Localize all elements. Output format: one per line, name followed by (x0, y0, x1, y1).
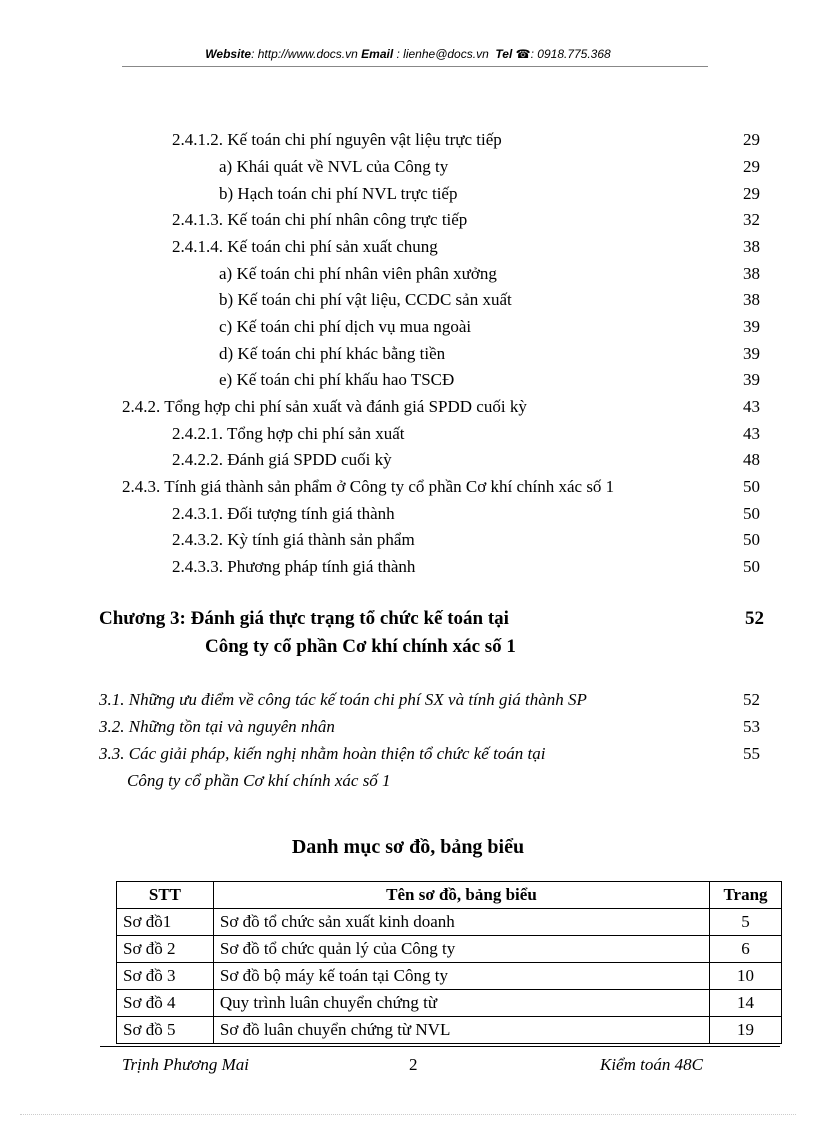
table-header-row (117, 882, 782, 909)
tel-label: Tel (495, 47, 513, 61)
toc-label: 2.4.1.4. Kế toán chi phí sản xuất chung (172, 237, 438, 256)
toc-row (0, 234, 816, 260)
cell-name: Quy trình luân chuyển chứng từ (213, 990, 709, 1017)
toc-page: 50 (743, 557, 760, 576)
cell-page: 6 (710, 936, 782, 963)
cell-name: Sơ đồ tổ chức quản lý của Công ty (213, 936, 709, 963)
section-page: 52 (743, 690, 760, 709)
cell-stt: Sơ đồ1 (117, 909, 214, 936)
chapter-3-subtitle: Công ty cổ phần Cơ khí chính xác số 1 (205, 636, 516, 657)
cell-stt: Sơ đồ 4 (117, 990, 214, 1017)
toc-row (0, 287, 816, 313)
chapter-3-title: Chương 3: Đánh giá thực trạng tổ chức kế toán tại (99, 608, 509, 629)
email-label: Email (361, 47, 394, 61)
toc-page: 38 (743, 237, 760, 256)
footer-page-number: 2 (409, 1055, 418, 1074)
table-row (117, 990, 782, 1017)
toc-row (0, 554, 816, 580)
toc-label: b) Kế toán chi phí vật liệu, CCDC sản xuất (219, 290, 512, 309)
cell-page: 19 (710, 1017, 782, 1044)
toc-row (0, 527, 816, 553)
toc-label: c) Kế toán chi phí dịch vụ mua ngoài (219, 317, 472, 336)
toc-row (0, 367, 816, 393)
toc-row (0, 394, 816, 420)
website-label: Website (205, 47, 252, 61)
email-value: : lienhe@docs.vn (393, 47, 489, 61)
toc-label: a) Khái quát về NVL của Công ty (219, 157, 449, 176)
chapter-3-page: 52 (745, 608, 764, 629)
toc-label: 2.4.2.1. Tổng hợp chi phí sản xuất (172, 424, 405, 443)
toc-label: d) Kế toán chi phí khác bằng tiền (219, 344, 446, 363)
toc-row (0, 181, 816, 207)
section-label: 3.1. Những ưu điểm về công tác kế toán chi phí SX và tính giá thành SP (99, 690, 587, 709)
toc-row (0, 314, 816, 340)
col-header-name: Tên sơ đồ, bảng biểu (213, 882, 709, 909)
list-title: Danh mục sơ đồ, bảng biểu (291, 836, 525, 858)
table-row (117, 963, 782, 990)
cell-page: 5 (710, 909, 782, 936)
toc-row (0, 421, 816, 447)
toc-row (0, 261, 816, 287)
cell-name: Sơ đồ tổ chức sản xuất kinh doanh (213, 909, 709, 936)
col-header-stt: STT (117, 882, 214, 909)
cell-page: 14 (710, 990, 782, 1017)
diagram-table (116, 881, 782, 1044)
tel-value: : 0918.775.368 (530, 47, 611, 61)
footer-class: Kiểm toán 48C (600, 1055, 703, 1074)
toc-row (0, 341, 816, 367)
toc-row (0, 207, 816, 233)
cell-stt: Sơ đồ 3 (117, 963, 214, 990)
toc-page: 32 (743, 210, 760, 229)
toc-label: 2.4.3.3. Phương pháp tính giá thành (172, 557, 416, 576)
toc-page: 50 (743, 504, 760, 523)
toc-label: b) Hạch toán chi phí NVL trực tiếp (219, 184, 458, 203)
footer-rule (100, 1046, 780, 1047)
section-label: 3.3. Các giải pháp, kiến nghị nhằm hoàn thiện tổ chức kế toán tại (99, 744, 546, 763)
toc-row (0, 501, 816, 527)
table-row (117, 1017, 782, 1044)
toc-page: 29 (743, 157, 760, 176)
section-continuation: Công ty cổ phần Cơ khí chính xác số 1 (127, 771, 391, 790)
toc-page: 39 (743, 344, 760, 363)
toc-label: 2.4.3.2. Kỳ tính giá thành sản phẩm (172, 530, 415, 549)
toc-label: 2.4.2.2. Đánh giá SPDD cuối kỳ (172, 450, 392, 469)
cell-page: 10 (710, 963, 782, 990)
toc-row (0, 127, 816, 153)
toc-label: e) Kế toán chi phí khấu hao TSCĐ (219, 370, 455, 389)
cell-stt: Sơ đồ 5 (117, 1017, 214, 1044)
table-row (117, 909, 782, 936)
section-page: 53 (743, 717, 760, 736)
toc-page: 43 (743, 424, 760, 443)
toc-row (0, 447, 816, 473)
footer-author: Trịnh Phương Mai (122, 1055, 249, 1074)
table-row (117, 936, 782, 963)
col-header-page: Trang (710, 882, 782, 909)
toc-page: 48 (743, 450, 760, 469)
cell-stt: Sơ đồ 2 (117, 936, 214, 963)
toc-page: 29 (743, 184, 760, 203)
phone-icon: ☎ (515, 47, 531, 61)
toc-page: 39 (743, 317, 760, 336)
header-rule (122, 66, 708, 67)
toc-label: 2.4.2. Tổng hợp chi phí sản xuất và đánh giá SPDD cuối kỳ (122, 397, 527, 416)
section-page: 55 (743, 744, 760, 763)
toc-label: a) Kế toán chi phí nhân viên phân xưởng (219, 264, 497, 283)
toc-page: 38 (743, 264, 760, 283)
section-label: 3.2. Những tồn tại và nguyên nhân (99, 717, 335, 736)
toc-label: 2.4.1.3. Kế toán chi phí nhân công trực tiếp (172, 210, 468, 229)
toc-page: 39 (743, 370, 760, 389)
toc-label: 2.4.3.1. Đối tượng tính giá thành (172, 504, 395, 523)
toc-page: 50 (743, 477, 760, 496)
website-value: : http://www.docs.vn (251, 47, 358, 61)
toc-page: 43 (743, 397, 760, 416)
toc-label: 2.4.1.2. Kế toán chi phí nguyên vật liệu trực tiếp (172, 130, 502, 149)
toc-row (0, 474, 816, 500)
cell-name: Sơ đồ bộ máy kế toán tại Công ty (213, 963, 709, 990)
toc-page: 29 (743, 130, 760, 149)
toc-page: 38 (743, 290, 760, 309)
page-bottom-divider (20, 1114, 796, 1115)
toc-label: 2.4.3. Tính giá thành sản phẩm ở Công ty cổ phần Cơ khí chính xác số 1 (122, 477, 615, 496)
toc-row (0, 154, 816, 180)
cell-name: Sơ đồ luân chuyển chứng từ NVL (213, 1017, 709, 1044)
page-header (0, 47, 816, 61)
toc-page: 50 (743, 530, 760, 549)
